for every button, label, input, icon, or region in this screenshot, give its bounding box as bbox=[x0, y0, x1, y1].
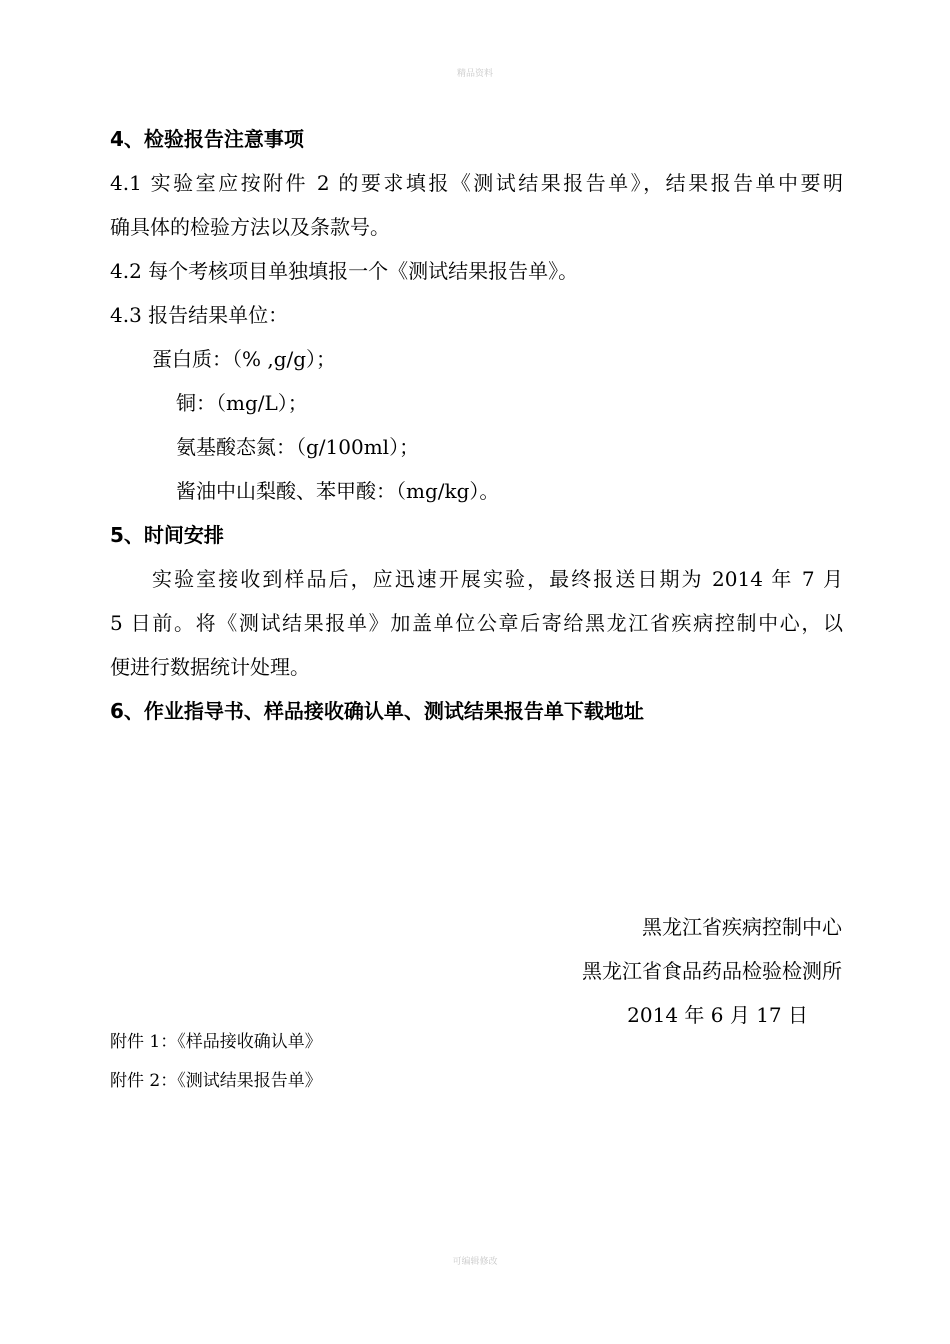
unit-soy-sauce: 酱油中山梨酸、苯甲酸：（mg/kg）。 bbox=[176, 479, 500, 503]
section-4-3: 4.3 报告结果单位： bbox=[110, 303, 289, 327]
signature-date: 2014 年 6 月 17 日 bbox=[627, 1003, 808, 1027]
signature-org-1: 黑龙江省疾病控制中心 bbox=[642, 915, 842, 939]
header-watermark: 精品资料 bbox=[456, 69, 493, 79]
section-6-heading: 6、作业指导书、样品接收确认单、测试结果报告单下载地址 bbox=[110, 699, 644, 723]
unit-amino-nitrogen: 氨基酸态氮：（g/100ml）； bbox=[176, 435, 420, 459]
unit-copper: 铜：（mg/L）； bbox=[176, 391, 308, 415]
section-4-2: 4.2 每个考核项目单独填报一个《测试结果报告单》。 bbox=[110, 259, 579, 283]
attachment-1: 附件 1：《样品接收确认单》 bbox=[110, 1032, 322, 1052]
section-4-1-line-1: 4.1 实验室应按附件 2 的要求填报《测试结果报告单》，结果报告单中要明 bbox=[110, 171, 843, 195]
section-5-line-3: 便进行数据统计处理。 bbox=[110, 655, 310, 679]
footer-watermark: 可编辑修改 bbox=[452, 1257, 498, 1267]
document-body bbox=[110, 124, 845, 726]
section-5-line-1: 实验室接收到样品后，应迅速开展实验，最终报送日期为 2014 年 7 月 bbox=[152, 567, 843, 591]
section-4-1-line-2: 确具体的检验方法以及条款号。 bbox=[110, 215, 390, 239]
signature-org-2: 黑龙江省食品药品检验检测所 bbox=[582, 959, 842, 983]
unit-protein: 蛋白质：（% ,g/g）； bbox=[152, 347, 337, 371]
section-5-line-2: 5 日前。将《测试结果报单》加盖单位公章后寄给黑龙江省疾病控制中心，以 bbox=[110, 611, 843, 635]
section-4-heading: 4、检验报告注意事项 bbox=[110, 127, 304, 151]
section-5-heading: 5、时间安排 bbox=[110, 523, 224, 547]
attachment-2: 附件 2：《测试结果报告单》 bbox=[110, 1071, 322, 1091]
